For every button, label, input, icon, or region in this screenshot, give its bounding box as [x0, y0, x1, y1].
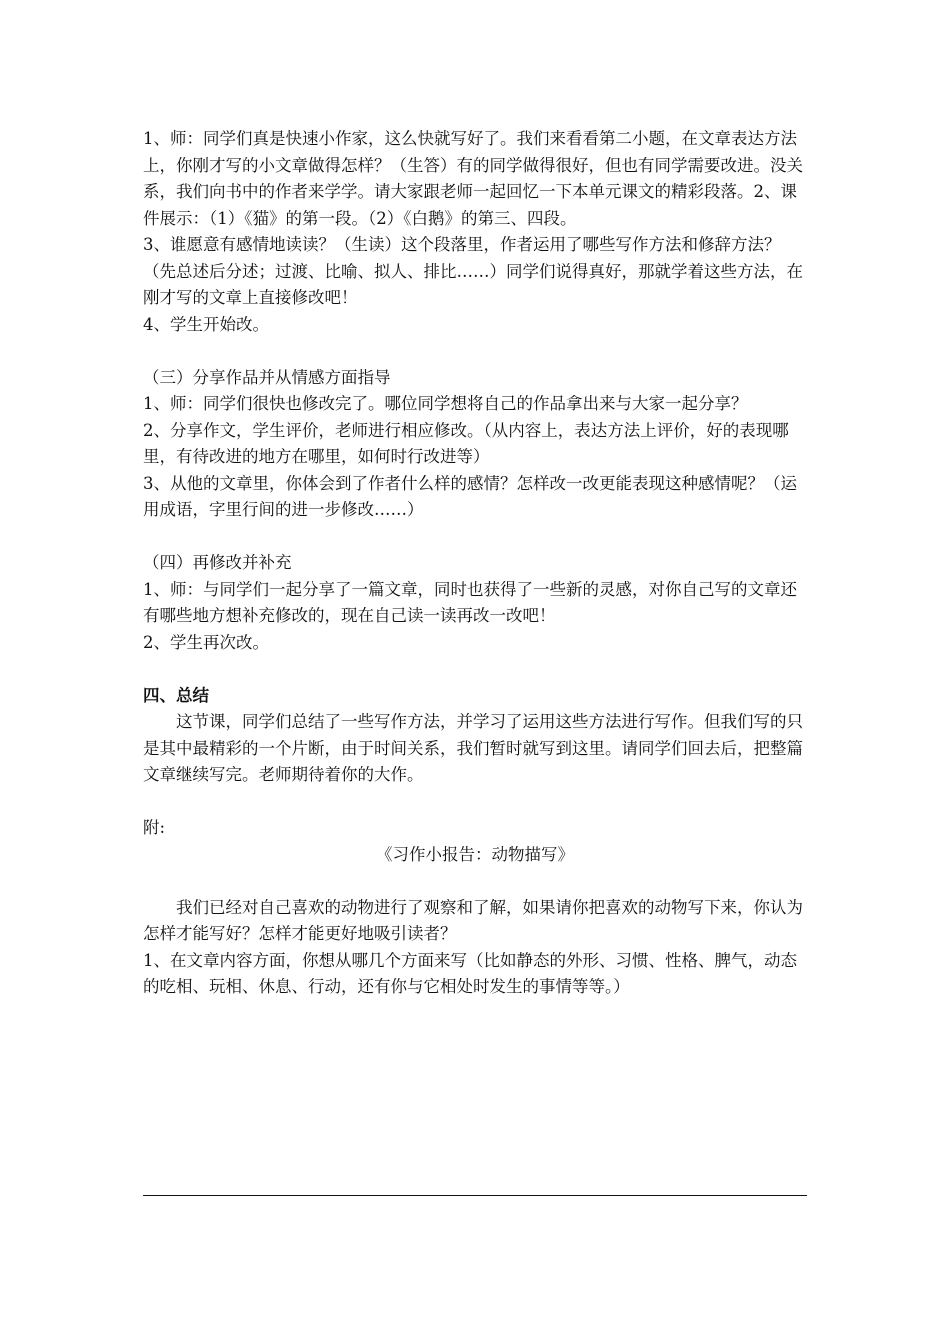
section-3-paragraph-3: 3、从他的文章里，你体会到了作者什么样的感情？怎样改一改更能表现这种感情呢？（运用成语，字里行间的进一步修改……）: [143, 473, 797, 519]
appendix-intro: 我们已经对自己喜欢的动物进行了观察和了解，如果请你把喜欢的动物写下来，你认为怎样才能写好？怎样才能更好地吸引读者？: [143, 897, 803, 943]
section-3-heading: （三）分享作品并从情感方面指导: [143, 367, 391, 387]
paragraph-3: 4、学生开始改。: [143, 314, 269, 334]
appendix-label: 附:: [143, 818, 166, 837]
section-3-paragraph-1: 1、师：同学们很快也修改完了。哪位同学想将自己的作品拿出来与大家一起分享？: [143, 394, 748, 413]
section-3-paragraph-2: 2、分享作文，学生评价，老师进行相应修改。（从内容上，表达方法上评价，好的表现哪里，有待改进的地方在哪里，如何时行改进等）: [143, 420, 789, 466]
spacer: [143, 868, 807, 895]
paragraph-2: 3、谁愿意有感情地读读？（生读）这个段落里，作者运用了哪些写作方法和修辞方法？（先总述后分述；过渡、比喻、拟人、排比……）同学们说得真好，那就学着这些方法，在刚才写的文章上直接修改吧！: [143, 235, 803, 307]
section-4-heading: （四）再修改并补充: [143, 553, 292, 572]
spacer: [143, 789, 807, 816]
appendix-paragraph-1: 1、在文章内容方面，你想从哪几个方面来写（比如静态的外形、习惯、性格、脾气，动态的吃相、玩相、休息、行动，还有你与它相处时发生的事情等等。）: [143, 950, 797, 996]
document-body: [143, 126, 807, 1001]
footer-rule: [143, 1195, 807, 1196]
summary-heading: 四、总结: [143, 685, 209, 705]
paragraph-1: 1、师：同学们真是快速小作家，这么快就写好了。我们来看看第二小题，在文章表达方法上，你刚才写的小文章做得怎样？（生答）有的同学做得很好，但也有同学需要改进。没关系，我们向书中的作者来学学。请大家跟老师一起回忆一下本单元课文的精彩段落。2、课件展示：（1）《猫》的第一段。（2）《白鹅》的第三、四段。: [143, 129, 803, 228]
section-4-paragraph-2: 2、学生再次改。: [143, 632, 269, 652]
spacer: [143, 656, 807, 683]
section-4-paragraph-1: 1、师：与同学们一起分享了一篇文章，同时也获得了一些新的灵感，对你自己写的文章还有哪些地方想补充修改的，现在自己读一读再改一改吧！: [143, 579, 797, 625]
spacer: [143, 524, 807, 551]
spacer: [143, 338, 807, 365]
summary-paragraph: 这节课，同学们总结了一些写作方法，并学习了运用这些方法进行写作。但我们写的只是其中最精彩的一个片断，由于时间关系，我们暂时就写到这里。请同学们回去后，把整篇文章继续写完。老师期待着你的大作。: [143, 712, 803, 784]
appendix-title: 《习作小报告：动物描写》: [376, 844, 574, 864]
